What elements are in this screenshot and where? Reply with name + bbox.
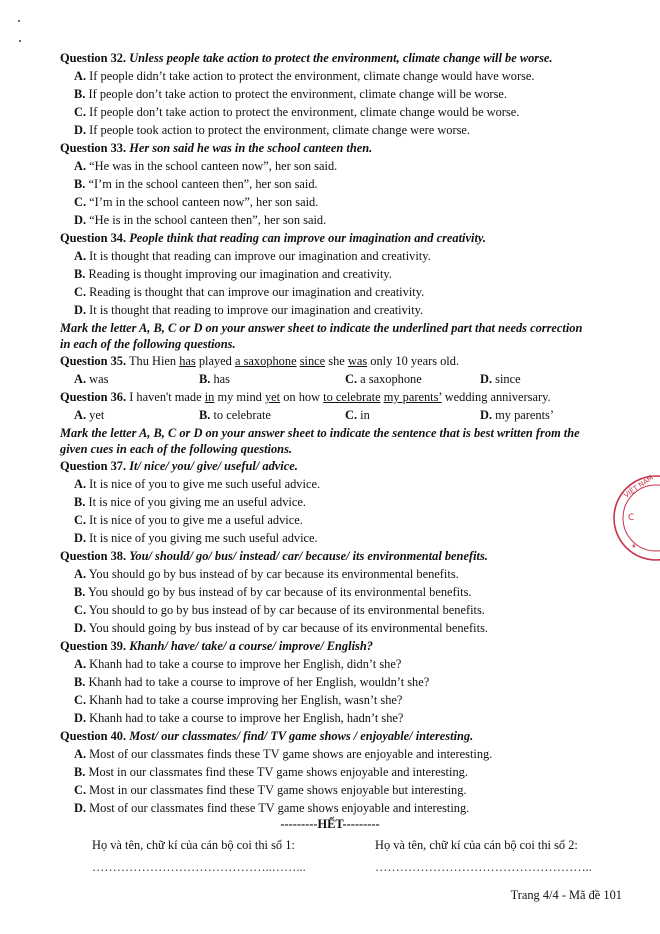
question-37	[60, 457, 298, 475]
question-number: Question 34.	[60, 231, 127, 245]
option-a: A. yet	[74, 408, 105, 422]
question-number: Question 38.	[60, 549, 127, 563]
option-b: B. You should go by bus instead of by car because of its environmental benefits.	[74, 585, 472, 599]
question-number: Question 33.	[60, 141, 127, 155]
proctor-2-label: Họ và tên, chữ kí của cán bộ coi thi số 2:	[375, 838, 578, 852]
option-a: A. It is thought that reading can improve our imagination and creativity.	[74, 249, 431, 263]
underlined-part-b: a saxophone	[234, 354, 297, 368]
question-prompt: Unless people take action to protect the environment, climate change will be worse.	[129, 51, 553, 65]
option-d: D. Khanh had to take a course to improve her English, hadn’t she?	[74, 711, 404, 725]
underlined-part-a: in	[204, 390, 215, 404]
option-c: C. Most in our classmates find these TV game shows enjoyable but interesting.	[74, 783, 467, 797]
option-d: D. It is thought that reading to improve our imagination and creativity.	[74, 303, 424, 317]
question-number: Question 39.	[60, 639, 127, 653]
option-a: A. If people didn’t take action to protect the environment, climate change would have worse.	[74, 69, 535, 83]
question-number: Question 36.	[60, 390, 127, 404]
question-38	[60, 547, 488, 565]
option-c: C. Reading is thought that can improve our imagination and creativity.	[74, 285, 425, 299]
question-34	[60, 229, 486, 247]
option-d: D. It is nice of you giving me such useful advice.	[74, 531, 318, 545]
option-d: D. since	[480, 372, 521, 386]
option-d: D. Most of our classmates find these TV game shows enjoyable and interesting.	[74, 801, 470, 815]
question-number: Question 40.	[60, 729, 127, 743]
option-a: A. “He was in the school canteen now”, her son said.	[74, 159, 338, 173]
question-prompt: Khanh/ have/ take/ a course/ improve/ English?	[129, 639, 373, 653]
scan-speck	[19, 40, 21, 42]
underlined-part-d: my parents’	[383, 390, 442, 404]
instruction-line: Mark the letter A, B, C or D on your answer sheet to indicate the sentence that is best written from the	[60, 426, 580, 440]
option-c: C. Khanh had to take a course improving her English, wasn’t she?	[74, 693, 403, 707]
instruction-line: Mark the letter A, B, C or D on your answer sheet to indicate the underlined part that needs correction	[60, 321, 583, 335]
page-footer: Trang 4/4 - Mã đề 101	[510, 888, 622, 902]
instruction-line: given cues in each of the following questions.	[60, 442, 292, 456]
proctor-1-signature-line: ……………………………………..……...	[92, 860, 306, 874]
option-d: D. my parents’	[480, 408, 554, 422]
question-35: Question 35. Thu Hien has played a saxophone since she was only 10 years old.	[60, 354, 460, 368]
red-seal-stamp-icon	[608, 468, 660, 568]
option-a: A. was	[74, 372, 109, 386]
question-number: Question 37.	[60, 459, 127, 473]
question-33	[60, 139, 372, 157]
option-b: B. has	[199, 372, 231, 386]
option-b: B. “I’m in the school canteen then”, her son said.	[74, 177, 318, 191]
option-b: B. If people don’t take action to protect the environment, climate change will be worse.	[74, 87, 507, 101]
option-c: C. It is nice of you to give me a useful advice.	[74, 513, 303, 527]
option-d: D. “He is in the school canteen then”, her son said.	[74, 213, 327, 227]
option-a: A. It is nice of you to give me such useful advice.	[74, 477, 321, 491]
option-b: B. Khanh had to take a course to improve of her English, wouldn’t she?	[74, 675, 430, 689]
option-c: C. in	[345, 408, 370, 422]
proctor-2-signature-line: ……………………………………………..	[375, 860, 592, 874]
option-a: A. Most of our classmates finds these TV game shows are enjoyable and interesting.	[74, 747, 493, 761]
svg-text:✶: ✶	[628, 541, 639, 552]
option-d: D. If people took action to protect the environment, climate change were worse.	[74, 123, 471, 137]
underlined-part-b: yet	[264, 390, 281, 404]
question-36: Question 36. I haven't made in my mind yet on how to celebrate my parents’ wedding anniversary.	[60, 390, 551, 404]
option-b: B. to celebrate	[199, 408, 271, 422]
question-39	[60, 637, 373, 655]
option-a: A. Khanh had to take a course to improve her English, didn’t she?	[74, 657, 402, 671]
question-number: Question 32.	[60, 51, 127, 65]
question-40	[60, 727, 473, 745]
end-of-exam-mark: ---------HẾT---------	[280, 817, 380, 831]
svg-text:VIỆT NAM: VIỆT NAM	[622, 473, 655, 500]
option-b: B. It is nice of you giving me an useful advice.	[74, 495, 306, 509]
question-prompt: Most/ our classmates/ find/ TV game shows / enjoyable/ interesting.	[129, 729, 474, 743]
option-c: C. You should to go by bus instead of by car because of its environmental benefits.	[74, 603, 485, 617]
underlined-part-c: since	[299, 354, 326, 368]
scan-speck	[18, 20, 20, 22]
option-d: D. You should going by bus instead of by car because of its environmental benefits.	[74, 621, 488, 635]
question-prompt: Her son said he was in the school canteen then.	[129, 141, 373, 155]
option-b: B. Reading is thought improving our imagination and creativity.	[74, 267, 392, 281]
question-number: Question 35.	[60, 354, 127, 368]
proctor-1-label: Họ và tên, chữ kí của cán bộ coi thi số 1:	[92, 838, 295, 852]
option-b: B. Most in our classmates find these TV game shows enjoyable and interesting.	[74, 765, 468, 779]
option-c: C. “I’m in the school canteen now”, her son said.	[74, 195, 319, 209]
underlined-part-d: was	[347, 354, 368, 368]
option-c: C. a saxophone	[345, 372, 422, 386]
svg-text:C: C	[628, 513, 635, 523]
underlined-part-a: has	[179, 354, 196, 368]
question-prompt: People think that reading can improve our imagination and creativity.	[129, 231, 487, 245]
underlined-part-c: to celebrate	[323, 390, 381, 404]
instruction-line: in each of the following questions.	[60, 337, 236, 351]
question-prompt: It/ nice/ you/ give/ useful/ advice.	[129, 459, 298, 473]
option-a: A. You should go by bus instead of by car because its environmental benefits.	[74, 567, 459, 581]
question-32	[60, 49, 553, 67]
question-prompt: You/ should/ go/ bus/ instead/ car/ because/ its environmental benefits.	[129, 549, 488, 563]
option-c: C. If people don’t take action to protect the environment, climate change would be worse.	[74, 105, 520, 119]
